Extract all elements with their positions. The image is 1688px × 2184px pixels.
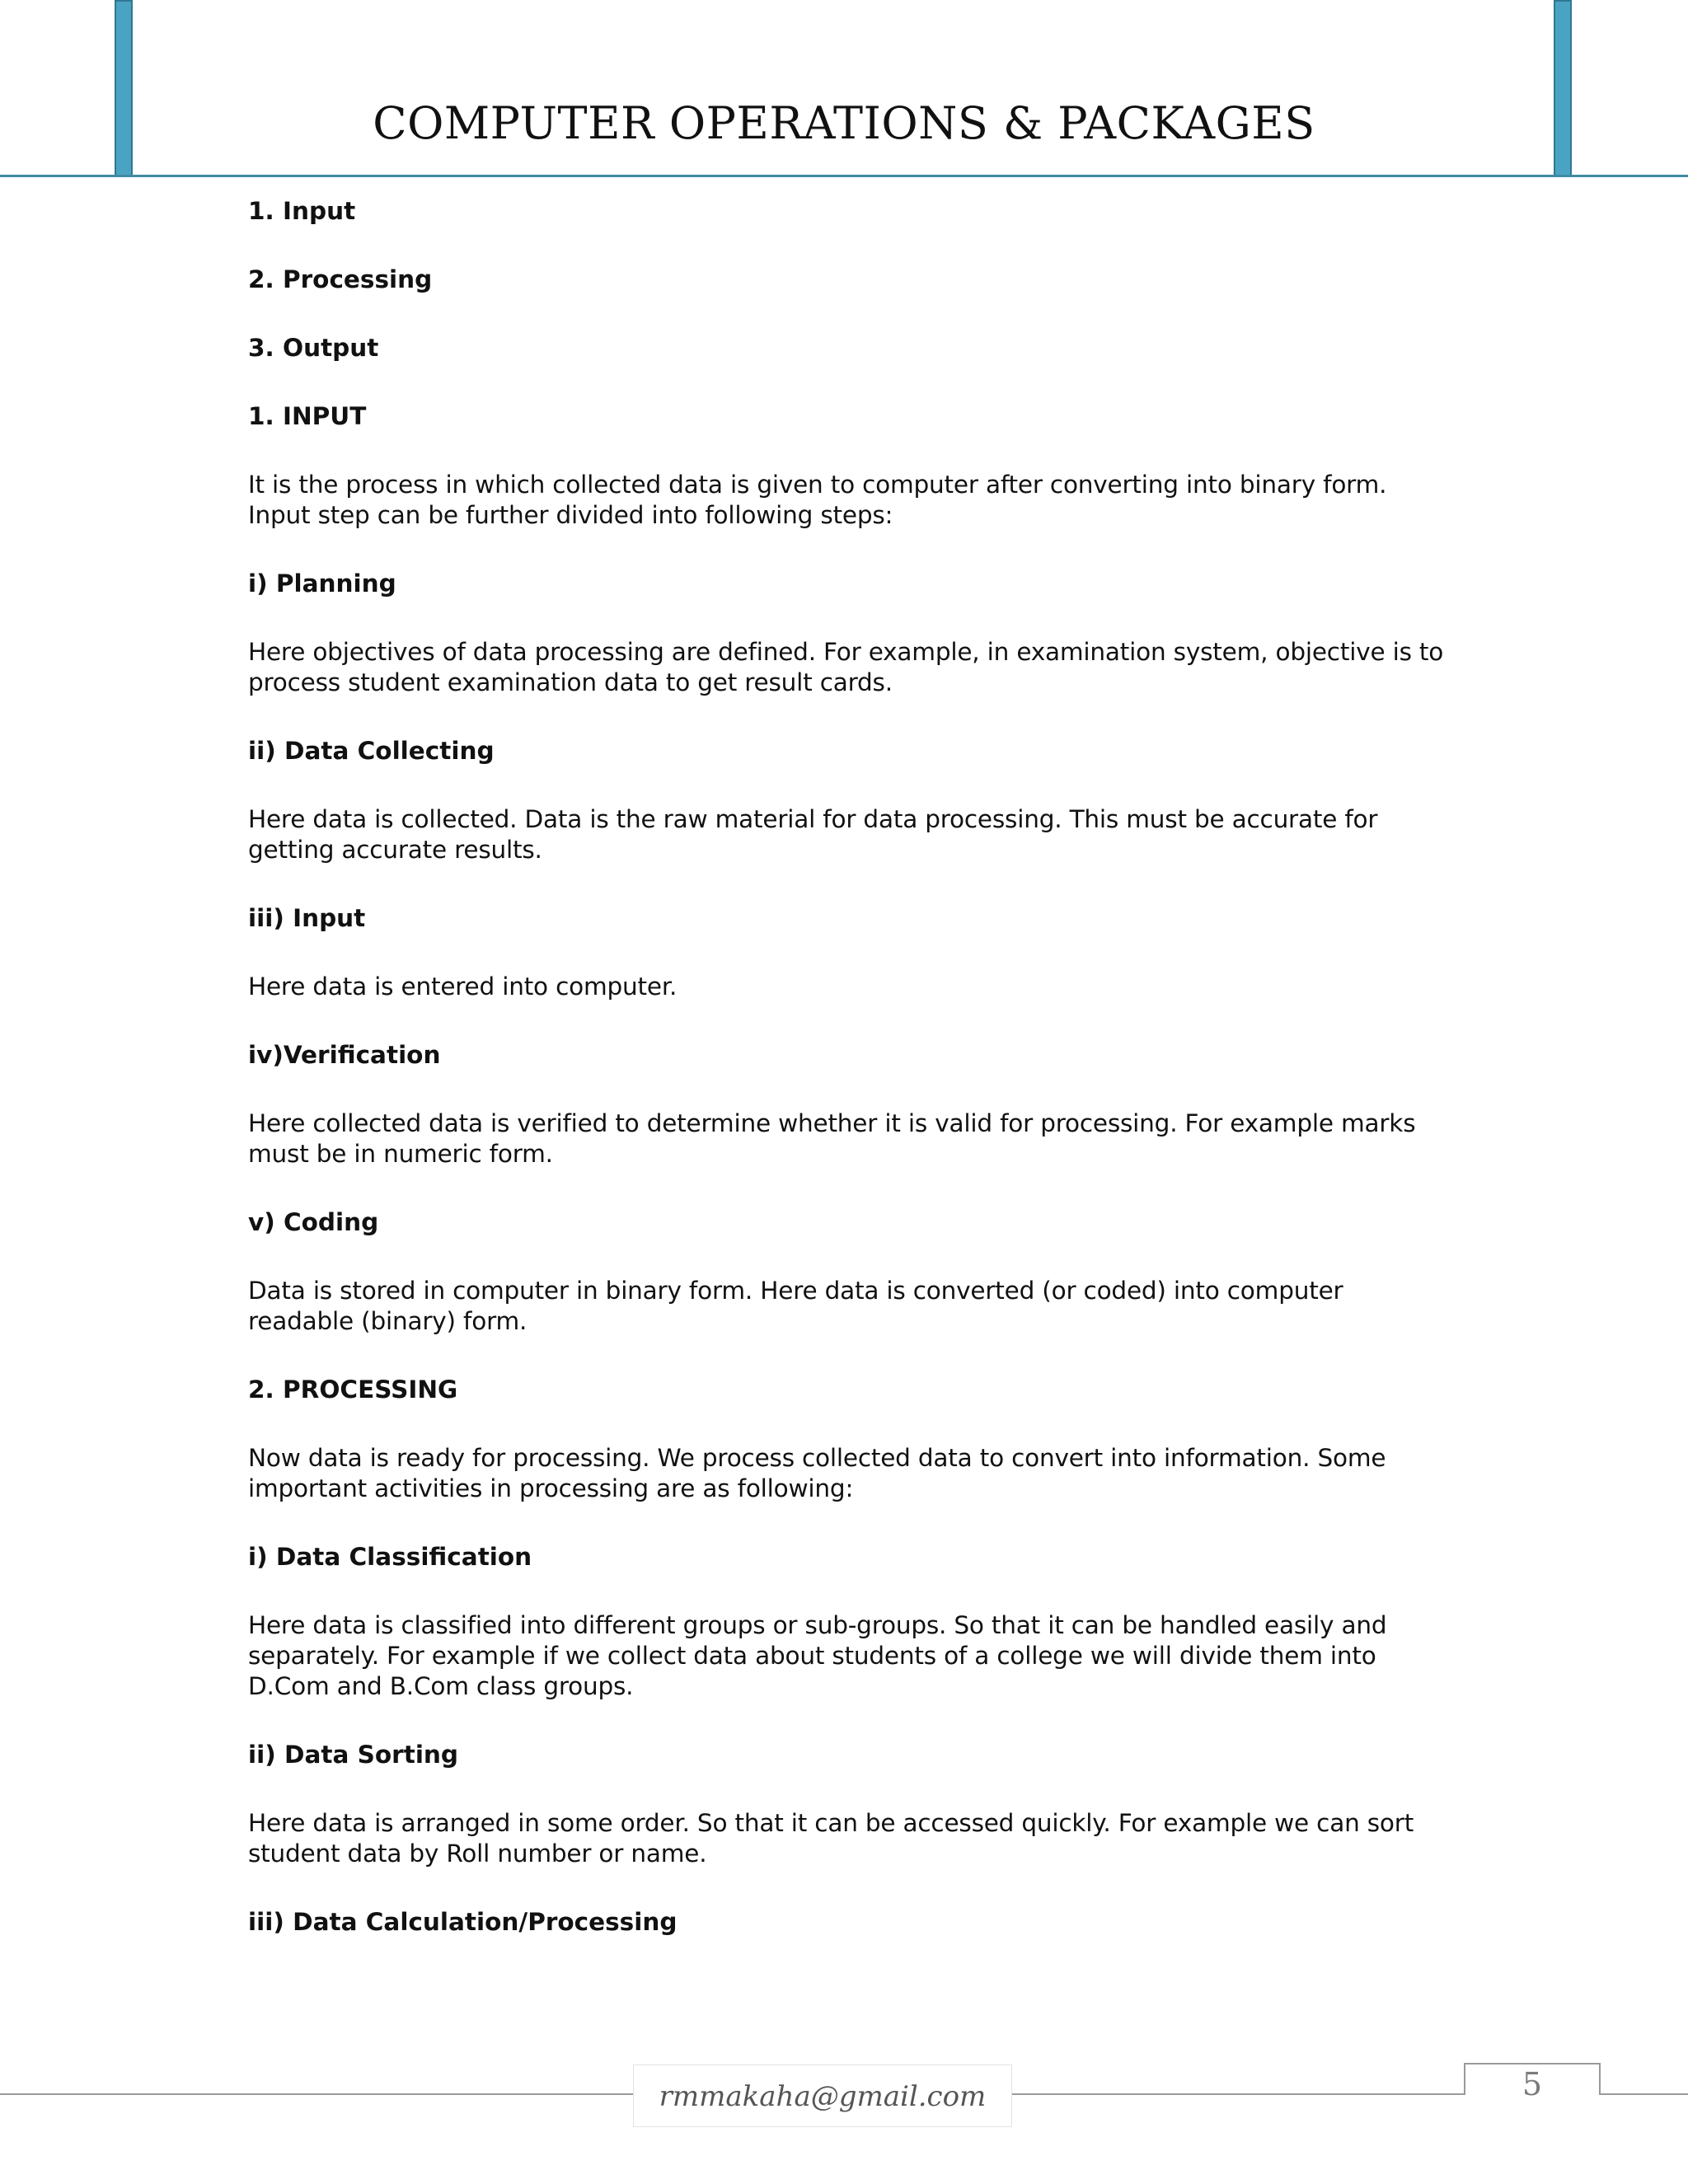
paragraph-input: Here data is entered into computer.: [248, 972, 678, 1001]
subheading-data-classification: i) Data Classification: [248, 1543, 532, 1571]
paragraph-data-collecting: Here data is collected. Data is the raw material for data processing. This must be accurate for getting accurate results.: [248, 805, 1378, 864]
paragraph-coding: Data is stored in computer in binary form. Here data is converted (or coded) into computer readable (binary) form.: [248, 1277, 1343, 1335]
page-number: 5: [1522, 2066, 1543, 2102]
paragraph-processing-intro: Now data is ready for processing. We process collected data to convert into information. Some important activities in processing are as following:: [248, 1444, 1386, 1502]
subheading-data-calculation: iii) Data Calculation/Processing: [248, 1908, 678, 1936]
footer-rule-far-right: [1599, 2093, 1688, 2095]
paragraph-data-sorting: Here data is arranged in some order. So that it can be accessed quickly. For example we can sort student data by Roll number or name.: [248, 1809, 1414, 1868]
document-body: [248, 196, 1460, 1975]
subheading-planning: i) Planning: [248, 569, 396, 598]
heading-input: 1. Input: [248, 197, 356, 225]
footer-rule-left: [0, 2093, 635, 2095]
header-rule: [0, 175, 1688, 177]
heading-processing: 2. Processing: [248, 265, 433, 293]
paragraph-data-classification: Here data is classified into different groups or sub-groups. So that it can be handled easily and separately. For example if we collect data about students of a college we will divide them into D.Com and B.Com class groups.: [248, 1611, 1387, 1700]
section-heading-input: 1. INPUT: [248, 402, 367, 430]
subheading-verification: iv)Verification: [248, 1041, 441, 1069]
subheading-data-sorting: ii) Data Sorting: [248, 1741, 459, 1769]
footer-rule-right: [1012, 2093, 1465, 2095]
subheading-data-collecting: ii) Data Collecting: [248, 737, 495, 765]
paragraph-input-intro: It is the process in which collected data is given to computer after converting into binary form. Input step can be further divided into following steps:: [248, 471, 1387, 529]
paragraph-verification: Here collected data is verified to determine whether it is valid for processing. For example marks must be in numeric form.: [248, 1109, 1416, 1168]
subheading-coding: v) Coding: [248, 1208, 379, 1236]
footer-email: rmmakaha@gmail.com: [633, 2064, 1012, 2127]
page-title: COMPUTER OPERATIONS & PACKAGES: [373, 97, 1315, 149]
section-heading-processing: 2. PROCESSING: [248, 1376, 458, 1404]
heading-output: 3. Output: [248, 334, 379, 362]
paragraph-planning: Here objectives of data processing are defined. For example, in examination system, objective is to process student examination data to get result cards.: [248, 638, 1444, 696]
subheading-input: iii) Input: [248, 904, 366, 932]
